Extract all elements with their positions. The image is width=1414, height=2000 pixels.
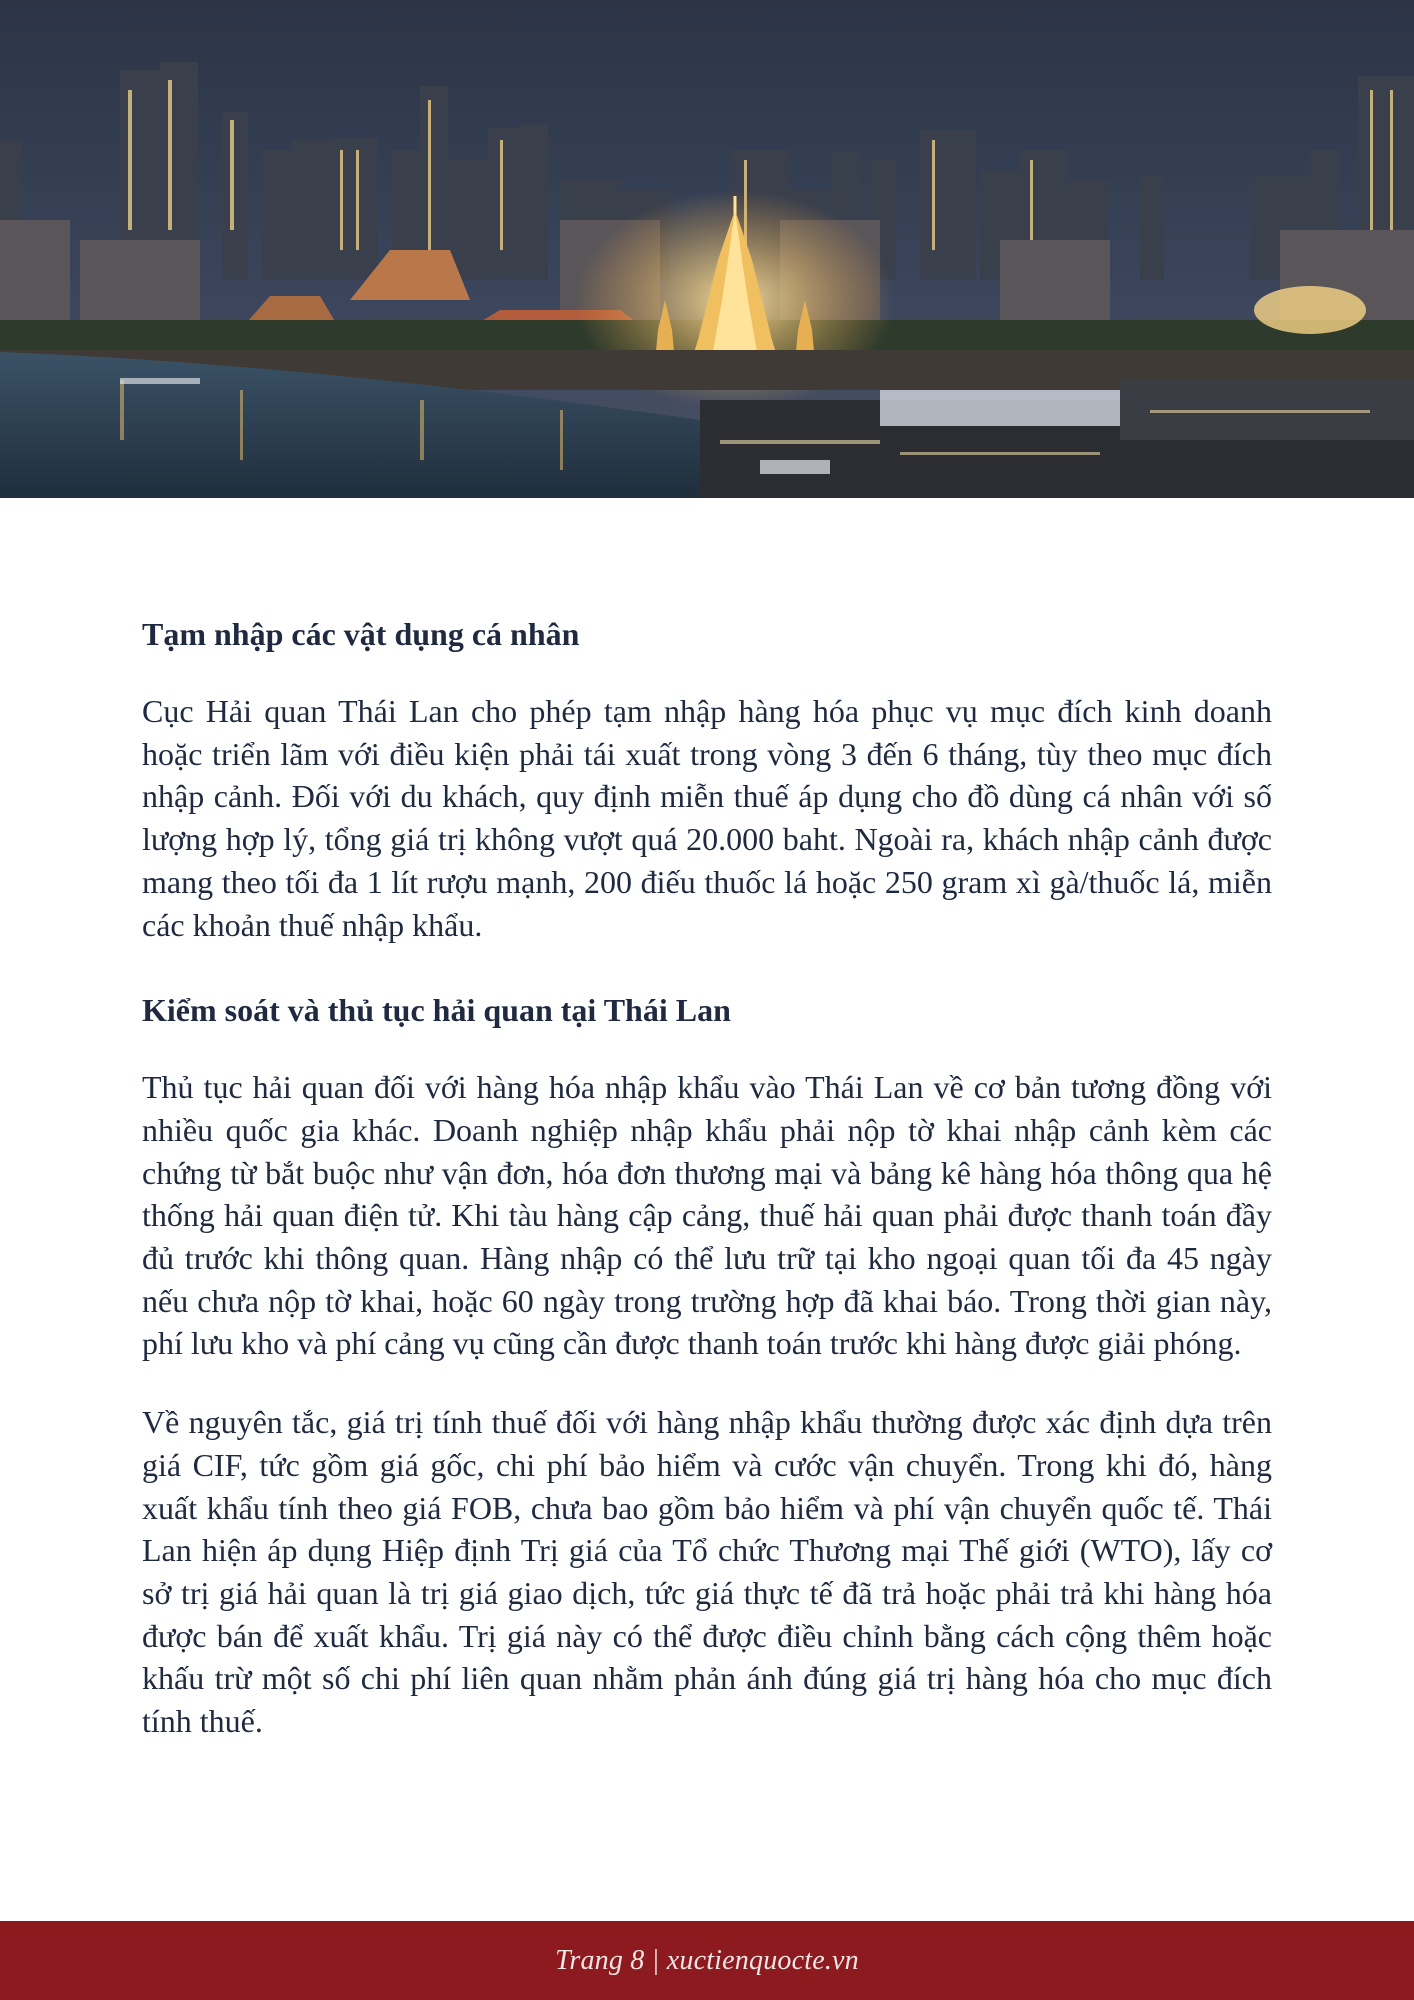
section-heading-customs-procedures: Kiểm soát và thủ tục hải quan tại Thái Lan xyxy=(142,992,731,1029)
footer-page-label: Trang 8 | xuctienquocte.vn xyxy=(555,1944,859,1976)
paragraph-temporary-import: Cục Hải quan Thái Lan cho phép tạm nhập hàng hóa phục vụ mục đích kinh doanh hoặc triển lãm với điều kiện phải tái xuất trong vòng 3 đến 6 tháng, tùy theo mục đích nhập cảnh. Đối với du khách, quy định miễn thuế áp dụng cho đồ dùng cá nhân với số lượng hợp lý, tổng giá trị không vượt quá 20.000 baht. Ngoài ra, khách nhập cảnh được mang theo tối đa 1 lít rượu mạnh, 200 điếu thuốc lá hoặc 250 gram xì gà/thuốc lá, miễn các khoản thuế nhập khẩu. xyxy=(142,693,1272,943)
page-footer xyxy=(0,1921,1414,2000)
paragraph-customs-valuation: Về nguyên tắc, giá trị tính thuế đối với hàng nhập khẩu thường được xác định dựa trên giá CIF, tức gồm giá gốc, chi phí bảo hiểm và cước vận chuyển. Trong khi đó, hàng xuất khẩu tính theo giá FOB, chưa bao gồm bảo hiểm và phí vận chuyển quốc tế. Thái Lan hiện áp dụng Hiệp định Trị giá của Tổ chức Thương mại Thế giới (WTO), lấy cơ sở trị giá hải quan là trị giá giao dịch, tức giá thực tế đã trả hoặc phải trả khi hàng hóa được bán để xuất khẩu. Trị giá này có thể được điều chỉnh bằng cách cộng thêm hoặc khấu trừ một số chi phí liên quan nhằm phản ánh đúng giá trị hàng hóa cho mục đích tính thuế. xyxy=(142,1404,1272,1740)
boat xyxy=(120,378,200,384)
white-building xyxy=(880,390,1140,426)
header-photo xyxy=(0,0,1414,498)
boat xyxy=(760,460,830,474)
section-heading-temporary-import: Tạm nhập các vật dụng cá nhân xyxy=(142,616,580,652)
article-body xyxy=(142,606,1272,1743)
skyline-illustration xyxy=(0,0,1414,498)
paragraph-customs-procedures: Thủ tục hải quan đối với hàng hóa nhập khẩu vào Thái Lan về cơ bản tương đồng với nhiều quốc gia khác. Doanh nghiệp nhập khẩu phải nộp tờ khai nhập cảnh kèm các chứng từ bắt buộc như vận đơn, hóa đơn thương mại và bảng kê hàng hóa thông qua hệ thống hải quan điện tử. Khi tàu hàng cập cảng, thuế hải quan phải được thanh toán đầy đủ trước khi thông quan. Hàng nhập có thể lưu trữ tại kho ngoại quan tối đa 45 ngày nếu chưa nộp tờ khai, hoặc 60 ngày trong trường hợp đã khai báo. Trong thời gian này, phí lưu kho và phí cảng vụ cũng cần được thanh toán trước khi hàng được giải phóng. xyxy=(142,1069,1272,1362)
lit-pavilion xyxy=(1254,286,1366,334)
